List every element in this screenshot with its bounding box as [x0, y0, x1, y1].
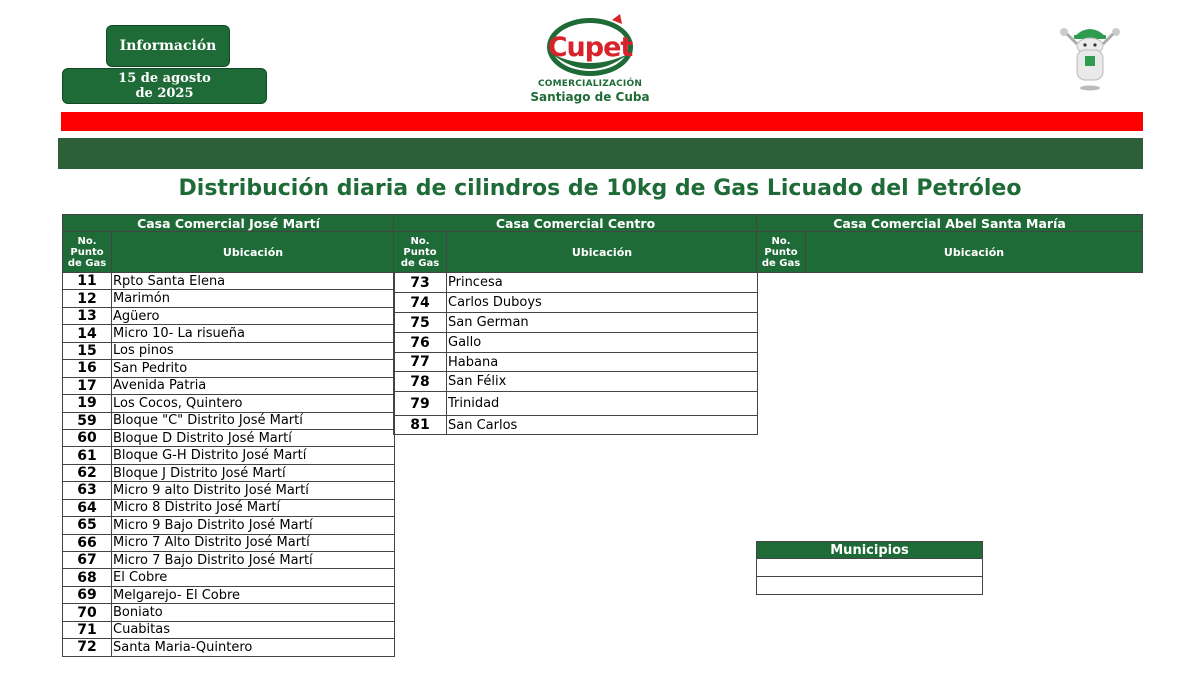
point-number: 73 — [394, 273, 447, 293]
table-title: Casa Comercial José Martí — [63, 215, 395, 232]
point-number: 61 — [63, 447, 112, 464]
location-name: Bloque "C" Distrito José Martí — [112, 412, 395, 429]
location-name: Micro 7 Bajo Distrito José Martí — [112, 552, 395, 569]
table-row — [63, 447, 395, 464]
table-row — [63, 569, 395, 586]
point-number: 14 — [63, 325, 112, 342]
location-name: San Félix — [447, 372, 758, 392]
point-number: 78 — [394, 372, 447, 392]
table-row — [63, 639, 395, 656]
table-row — [394, 392, 758, 416]
date-line-1: 15 de agosto — [118, 71, 211, 86]
table-title: Casa Comercial Centro — [394, 215, 758, 232]
table-row — [63, 482, 395, 499]
gas-cylinder-mascot-icon — [1055, 18, 1125, 92]
location-name: Princesa — [447, 273, 758, 293]
table-row — [63, 342, 395, 359]
location-name: Bloque G-H Distrito José Martí — [112, 447, 395, 464]
location-name: San German — [447, 313, 758, 333]
column-header-no: No. Punto de Gas — [757, 232, 806, 273]
table-row — [394, 273, 758, 293]
point-number: 68 — [63, 569, 112, 586]
column-header-location: Ubicación — [447, 232, 758, 273]
info-badge — [106, 25, 230, 67]
point-number: 66 — [63, 534, 112, 551]
point-number: 81 — [394, 416, 447, 435]
point-number: 60 — [63, 429, 112, 446]
table-row — [63, 360, 395, 377]
point-number: 65 — [63, 517, 112, 534]
point-number: 59 — [63, 412, 112, 429]
green-banner — [58, 138, 1143, 169]
table-row — [394, 293, 758, 313]
point-number: 62 — [63, 464, 112, 481]
table-row — [63, 429, 395, 446]
point-number: 71 — [63, 621, 112, 638]
table-row — [63, 377, 395, 394]
empty-cell — [757, 577, 983, 595]
table-abel-santa-maria — [756, 214, 1143, 273]
table-row — [394, 416, 758, 435]
point-number: 75 — [394, 313, 447, 333]
table-row — [63, 586, 395, 603]
location-name: Carlos Duboys — [447, 293, 758, 313]
table-row — [63, 395, 395, 412]
location-name: Los Cocos, Quintero — [112, 395, 395, 412]
logo-subtitle: COMERCIALIZACIÓN — [537, 79, 643, 89]
page-title: Distribución diaria de cilindros de 10kg de Gas Licuado del Petróleo — [178, 176, 1022, 201]
location-name: Bloque D Distrito José Martí — [112, 429, 395, 446]
logo-region: Santiago de Cuba — [530, 90, 650, 104]
location-name: Los pinos — [112, 342, 395, 359]
location-name: Avenida Patria — [112, 377, 395, 394]
point-number: 19 — [63, 395, 112, 412]
table-row — [63, 552, 395, 569]
location-name: Agüero — [112, 307, 395, 324]
point-number: 67 — [63, 552, 112, 569]
table-row — [63, 621, 395, 638]
info-label: Información — [119, 38, 217, 54]
point-number: 12 — [63, 290, 112, 307]
empty-cell — [757, 559, 983, 577]
location-name: Micro 7 Alto Distrito José Martí — [112, 534, 395, 551]
column-header-no: No. Punto de Gas — [394, 232, 447, 273]
table-row — [63, 499, 395, 516]
table-row — [394, 313, 758, 333]
table-row — [63, 273, 395, 290]
table-jose-marti — [62, 214, 395, 657]
point-number: 76 — [394, 333, 447, 353]
table-row — [63, 290, 395, 307]
point-number: 79 — [394, 392, 447, 416]
table-row — [63, 517, 395, 534]
location-name: Bloque J Distrito José Martí — [112, 464, 395, 481]
table-row — [394, 353, 758, 372]
point-number: 69 — [63, 586, 112, 603]
table-row — [63, 464, 395, 481]
table-row — [63, 307, 395, 324]
table-title: Casa Comercial Abel Santa María — [757, 215, 1143, 232]
location-name: Melgarejo- El Cobre — [112, 586, 395, 603]
location-name: Micro 8 Distrito José Martí — [112, 499, 395, 516]
column-header-location: Ubicación — [112, 232, 395, 273]
cupet-logo — [530, 14, 650, 106]
point-number: 16 — [63, 360, 112, 377]
date-line-2: de 2025 — [135, 86, 194, 101]
point-number: 11 — [63, 273, 112, 290]
red-banner — [61, 112, 1143, 131]
location-name: Micro 9 alto Distrito José Martí — [112, 482, 395, 499]
table-row — [394, 372, 758, 392]
table-row — [63, 604, 395, 621]
location-name: Trinidad — [447, 392, 758, 416]
point-number: 15 — [63, 342, 112, 359]
location-name: San Carlos — [447, 416, 758, 435]
location-name: Micro 10- La risueña — [112, 325, 395, 342]
column-header-location: Ubicación — [806, 232, 1143, 273]
location-name: Cuabitas — [112, 621, 395, 638]
table-centro — [393, 214, 758, 435]
table-municipios — [756, 541, 983, 595]
date-badge — [62, 68, 267, 104]
location-name: Boniato — [112, 604, 395, 621]
point-number: 74 — [394, 293, 447, 313]
point-number: 70 — [63, 604, 112, 621]
point-number: 72 — [63, 639, 112, 656]
point-number: 13 — [63, 307, 112, 324]
location-name: Santa Maria-Quintero — [112, 639, 395, 656]
location-name: El Cobre — [112, 569, 395, 586]
location-name: Micro 9 Bajo Distrito José Martí — [112, 517, 395, 534]
column-header-no: No. Punto de Gas — [63, 232, 112, 273]
point-number: 17 — [63, 377, 112, 394]
location-name: Habana — [447, 353, 758, 372]
table-row — [63, 412, 395, 429]
table-row — [63, 534, 395, 551]
location-name: Marimón — [112, 290, 395, 307]
point-number: 63 — [63, 482, 112, 499]
table-title: Municipios — [757, 542, 983, 559]
table-row — [63, 325, 395, 342]
logo-wordmark: Cupet — [547, 32, 633, 63]
location-name: Rpto Santa Elena — [112, 273, 395, 290]
table-row — [394, 333, 758, 353]
point-number: 64 — [63, 499, 112, 516]
location-name: Gallo — [447, 333, 758, 353]
point-number: 77 — [394, 353, 447, 372]
location-name: San Pedrito — [112, 360, 395, 377]
